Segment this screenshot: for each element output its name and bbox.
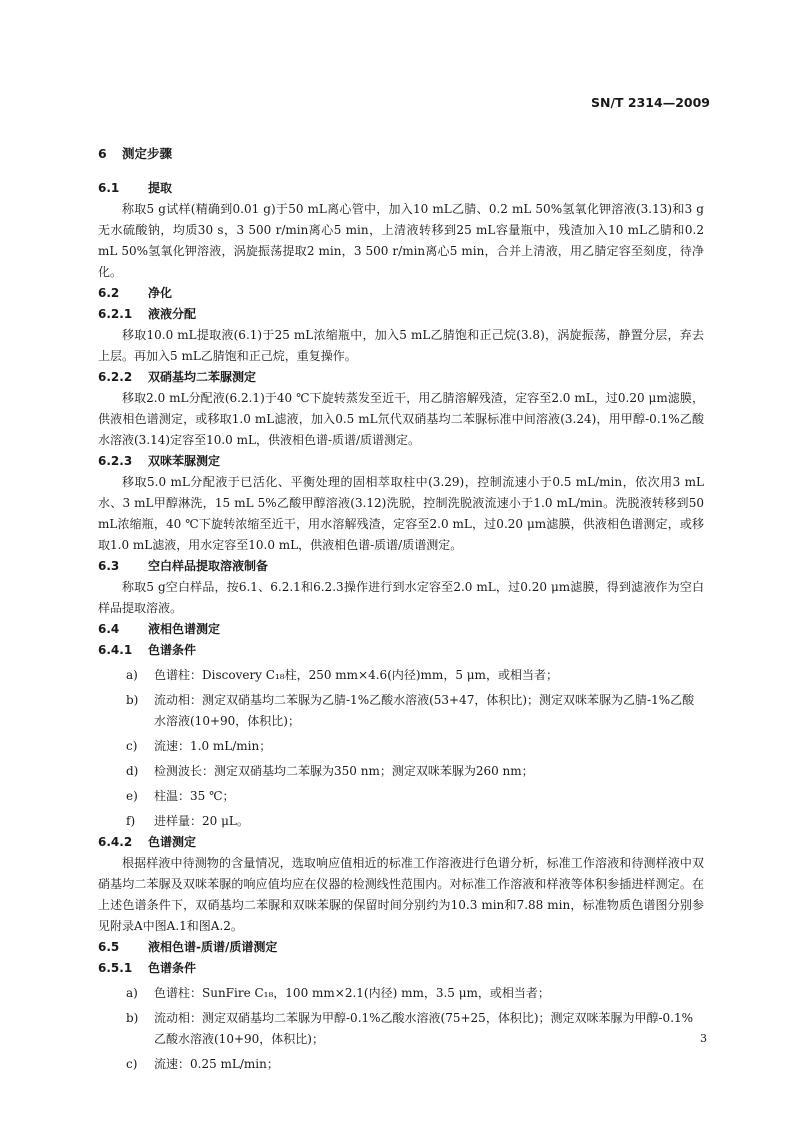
section-heading-6-3: 6.3 空白样品提取溶液制备 — [98, 559, 269, 573]
section-heading-6-4: 6.4 液相色谱测定 — [98, 622, 221, 636]
section-heading-6-5-1: 6.5.1 色谱条件 — [98, 961, 197, 975]
chapter-title: 测定步骤 — [122, 146, 173, 161]
section-6-2-1-text: 移取10.0 mL提取液(6.1)于25 mL浓缩瓶中，加入5 mL乙腈饱和正己烷(3.8)，涡旋振荡，静置分层，弃去上层。再加入5 mL乙腈饱和正己烷，重复操作。 — [98, 328, 704, 363]
list-item: c) 流速：1.0 mL/min； — [126, 739, 272, 753]
standard-code: SN/T 2314—2009 — [591, 95, 710, 110]
section-6-2-2-text: 移取2.0 mL分配液(6.2.1)于40 ℃下旋转蒸发至近干，用乙腈溶解残渣，定容至2.0 mL，过0.20 μm滤膜，供液相色谱测定，或移取1.0 mL滤液，加入0.5 mL氘代双硝基均二苯脲标准中间溶液(3.24)，用甲醇-0.1%乙酸水溶液(3.14)定容至10.0 mL，供液相色谱-质谱/质谱测定。 — [98, 391, 704, 447]
list-item: b) 流动相：测定双硝基均二苯脲为甲醇-0.1%乙酸水溶液(75+25，体积比)；测定双咪苯脲为甲醇-0.1%乙酸水溶液(10+90，体积比)； — [126, 1011, 694, 1046]
page-number: 3 — [700, 1032, 707, 1045]
section-heading-6-2-2: 6.2.2 双硝基均二苯脲测定 — [98, 370, 257, 384]
page-content — [98, 140, 704, 1075]
section-heading-6-2-3: 6.2.3 双咪苯脲测定 — [98, 454, 221, 468]
list-item: a) 色谱柱：SunFire C₁₈，100 mm×2.1(内径) mm，3.5 μm，或相当者； — [126, 986, 550, 1000]
section-heading-6-4-2: 6.4.2 色谱测定 — [98, 835, 197, 849]
section-heading-6-2: 6.2 净化 — [98, 286, 173, 300]
section-6-1-text: 称取5 g试样(精确到0.01 g)于50 mL离心管中，加入10 mL乙腈、0.2 mL 50%氢氧化钾溶液(3.13)和3 g无水硫酸钠，均质30 s，3 500 r/min离心5 min，上清液转移到25 mL容量瓶中，残渣加入10 mL乙腈和0.2 mL 50%氢氧化钾溶液，涡旋振荡提取2 min，3 500 r/min离心5 min，合并上清液，用乙腈定容至刻度，待净化。 — [98, 202, 704, 279]
section-6-3-text: 称取5 g空白样品，按6.1、6.2.1和6.2.3操作进行到水定容至2.0 mL，过0.20 μm滤膜，得到滤液作为空白样品提取溶液。 — [98, 580, 704, 615]
condition-list-6-5-1 — [98, 983, 704, 1075]
chapter-number: 6 — [98, 146, 107, 161]
chapter-heading — [98, 140, 704, 168]
section-6-4-2-text: 根据样液中待测物的含量情况，选取响应值相近的标准工作溶液进行色谱分析，标准工作溶液和待测样液中双硝基均二苯脲及双咪苯脲的响应值均应在仪器的检测线性范围内。对标准工作溶液和样液等体积参插进样测定。在上述色谱条件下，双硝基均二苯脲和双咪苯脲的保留时间分别约为10.3 min和7.88 min，标准物质色谱图分别参见附录A中图A.1和图A.2。 — [98, 856, 704, 933]
list-item: a) 色谱柱：Discovery C₁₈柱，250 mm×4.6(内径)mm，5 μm，或相当者； — [126, 668, 558, 682]
section-heading-6-5: 6.5 液相色谱-质谱/质谱测定 — [98, 940, 278, 954]
list-item: e) 柱温：35 ℃； — [126, 789, 235, 803]
section-6-2-3-text: 移取5.0 mL分配液于已活化、平衡处理的固相萃取柱中(3.29)，控制流速小于0.5 mL/min，依次用3 mL水、3 mL甲醇淋洗，15 mL 5%乙酸甲醇溶液(3.12)洗脱，控制洗脱液流速小于1.0 mL/min。洗脱液转移到50 mL浓缩瓶，40 ℃下旋转浓缩至近干，用水溶解残渣，定容至2.0 mL，过0.20 μm滤膜，供液相色谱测定，或移取1.0 mL滤液，用水定容至10.0 mL，供液相色谱-质谱/质谱测定。 — [98, 475, 704, 552]
list-item: b) 流动相：测定双硝基均二苯脲为乙腈-1%乙酸水溶液(53+47，体积比)；测定双咪苯脲为乙腈-1%乙酸水溶液(10+90，体积比)； — [126, 693, 695, 728]
list-item: c) 流速：0.25 mL/min； — [126, 1057, 279, 1071]
list-item: d) 检测波长：测定双硝基均二苯脲为350 nm；测定双咪苯脲为260 nm； — [126, 764, 534, 778]
section-heading-6-4-1: 6.4.1 色谱条件 — [98, 643, 197, 657]
list-item: f) 进样量：20 μL。 — [126, 814, 249, 828]
section-heading-6-1: 6.1 提取 — [98, 181, 173, 195]
condition-list-6-4-1 — [98, 665, 704, 832]
section-heading-6-2-1: 6.2.1 液液分配 — [98, 307, 197, 321]
